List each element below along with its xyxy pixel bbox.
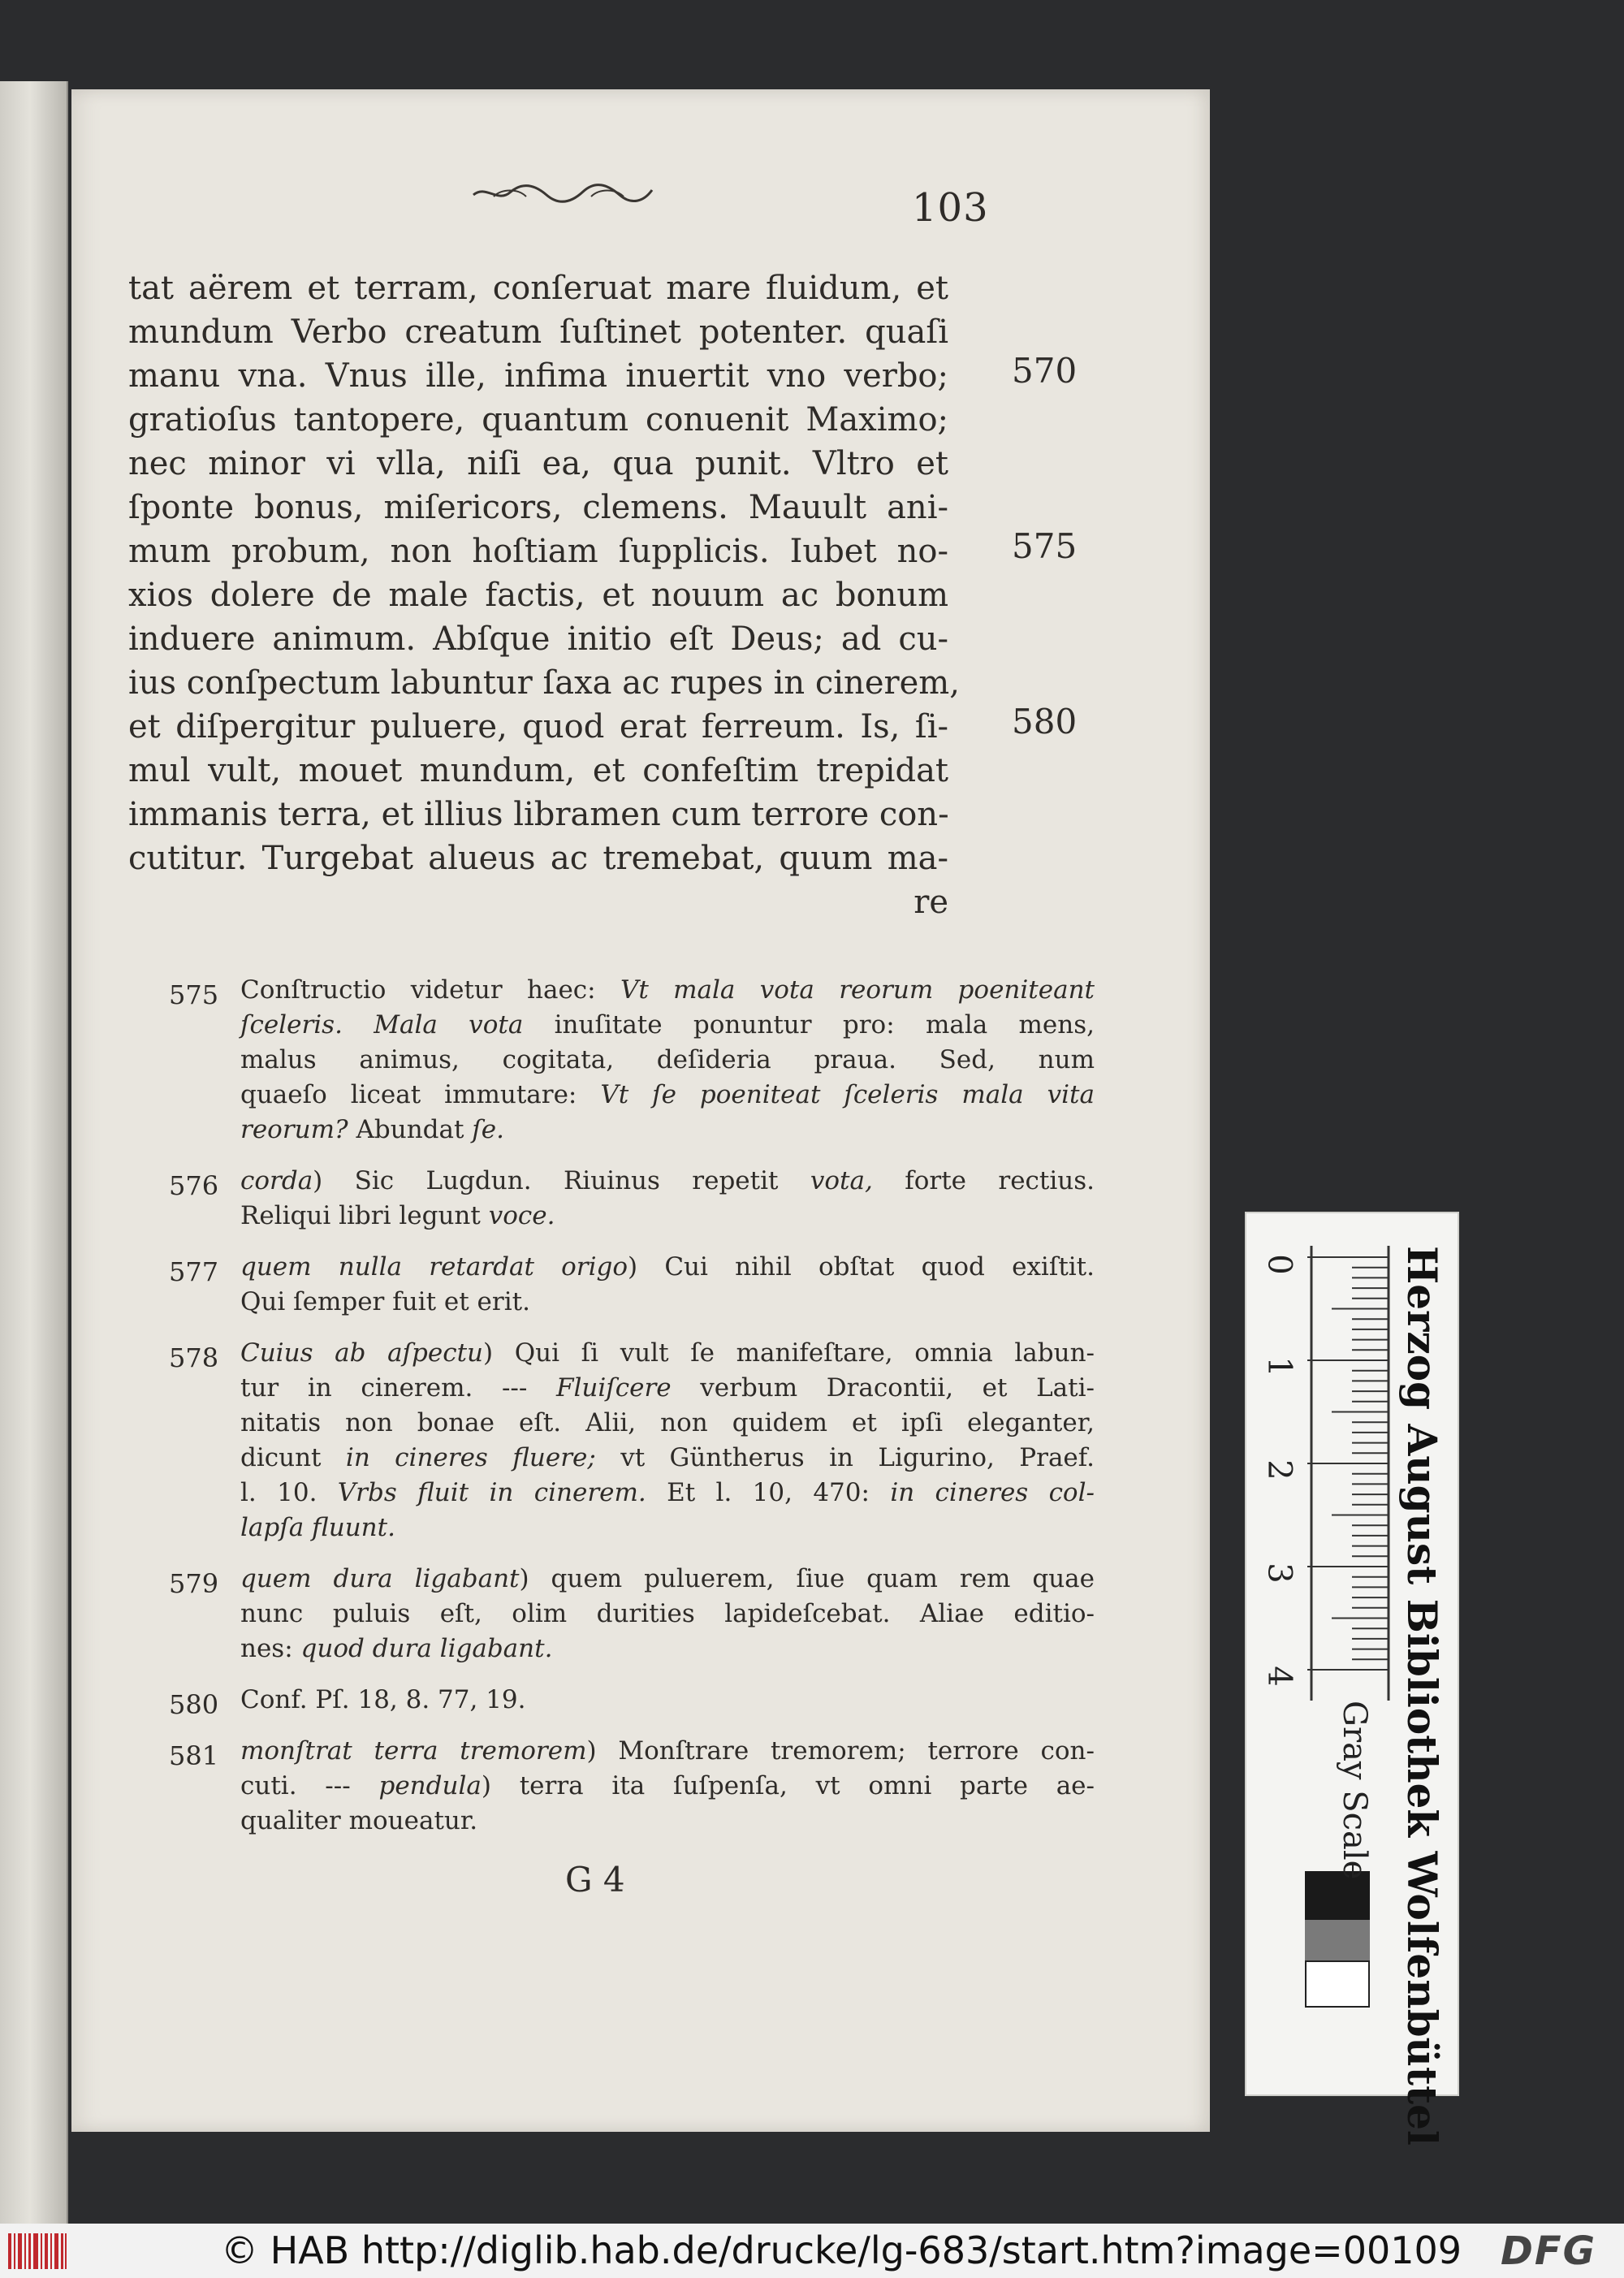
footnote	[169, 1250, 1095, 1320]
footnote-text: tur in cinerem. ---	[240, 1373, 556, 1403]
footnote-text: quem nulla retardat origo	[240, 1252, 628, 1282]
footnote-text: lapſa fluunt.	[240, 1513, 395, 1542]
footnote-text: ) Cui nihil obſtat quod exiſtit.	[628, 1252, 1095, 1282]
text-line: mum probum, non hoſtiam ſupplicis. Iubet no-	[128, 533, 948, 570]
text-line: mul vult, mouet mundum, et confeſtim trepidat	[128, 752, 948, 789]
footnote-text: ) terra ita ſuſpenſa, vt omni parte ae-	[481, 1771, 1095, 1800]
footnote	[169, 1336, 1095, 1545]
ruler-number: 1	[1260, 1356, 1298, 1377]
footnote-text: nunc puluis eſt, olim durities lapideſcebat. Aliae editio-	[240, 1599, 1095, 1628]
footnote-text: ſceleris. Mala vota	[240, 1010, 524, 1040]
dfg-logo: DFG	[1501, 2228, 1597, 2274]
footnote-number: 580	[169, 1689, 219, 1720]
footnote	[169, 1734, 1095, 1839]
footnote-text: Vt ſe poeniteat ſceleris mala vita	[600, 1080, 1095, 1109]
gray-patch-gray	[1305, 1920, 1370, 1960]
footnote-text: quod dura ligabant.	[300, 1634, 553, 1663]
footnote	[169, 1562, 1095, 1666]
footnote-line	[240, 1008, 1095, 1043]
gray-scale-label: Gray Scale	[1336, 1701, 1373, 1880]
color-scale-card	[1245, 1212, 1459, 2146]
footnote-text: ) Qui ſi vult ſe manifeſtare, omnia labun-	[483, 1338, 1095, 1368]
text-line: et diſpergitur puluere, quod erat ferreum. Is, ſi-	[128, 708, 948, 746]
footnote-text: ) Sic Lugdun. Riuinus repetit	[313, 1166, 810, 1195]
text-line: nec minor vi vlla, niſi ea, qua punit. Vltro et	[128, 445, 948, 482]
text-line: re	[914, 884, 948, 921]
footnote-text: forte rectius.	[872, 1166, 1095, 1195]
text-line: gratioſus tantopere, quantum conuenit Maximo;	[128, 401, 948, 439]
footnote-text: Et l. 10, 470:	[646, 1478, 891, 1507]
page-number: 103	[912, 185, 989, 231]
footnote-line	[240, 973, 1095, 1008]
footnote-line	[240, 1441, 1095, 1476]
ruler-number: 0	[1260, 1254, 1298, 1275]
footnote-line	[240, 1164, 1095, 1199]
footnote-number: 577	[169, 1256, 219, 1287]
footnote-line	[240, 1043, 1095, 1078]
footnote-text: corda	[240, 1166, 313, 1195]
verse-number: 575	[1012, 526, 1078, 566]
main-text	[128, 266, 960, 924]
footnote-text: quaeſo liceat immutare:	[240, 1080, 601, 1109]
text-line: immanis terra, et illius libramen cum terrore con-	[128, 796, 949, 833]
footnote-text: quem dura ligabant	[240, 1564, 520, 1593]
footnote-line	[240, 1250, 1095, 1285]
footnote-number: 579	[169, 1568, 219, 1599]
footnote-number: 575	[169, 979, 219, 1010]
footnote-line	[240, 1769, 1095, 1804]
footnote-text: Vt mala vota reorum poeniteant	[620, 975, 1095, 1005]
footnote-line	[240, 1511, 1095, 1545]
footnote-text: Qui ſemper fuit et erit.	[240, 1287, 530, 1316]
footnote-text: voce.	[488, 1201, 555, 1230]
footnote-line	[240, 1371, 1095, 1406]
text-line: ſponte bonus, miſericors, clemens. Mauult ani-	[128, 489, 948, 526]
footnote-number: 576	[169, 1170, 219, 1201]
footnote-text: in cineres col-	[890, 1478, 1095, 1507]
footnote-line	[240, 1285, 1095, 1320]
gray-patch-white	[1305, 1960, 1370, 2008]
footnote-text: nes:	[240, 1634, 301, 1663]
text-line: cutitur. Turgebat alueus ac tremebat, quum ma-	[128, 840, 948, 877]
footnote-text: verbum Dracontii, et Lati-	[671, 1373, 1095, 1403]
signature-mark: G 4	[565, 1860, 625, 1900]
footnote-text: malus animus, cogitata, deſideria praua. Sed, num	[240, 1045, 1095, 1074]
footnote-line	[240, 1683, 1095, 1718]
text-line: ius conſpectum labuntur ſaxa ac rupes in cinerem,	[128, 664, 960, 702]
footnote-text: pendula	[378, 1771, 482, 1800]
text-line: induere animum. Abſque initio eſt Deus; ad cu-	[128, 620, 948, 658]
footnote-text: Vrbs fluit in cinerem.	[337, 1478, 646, 1507]
footnote-text: Abundat	[348, 1115, 473, 1144]
text-line: xios dolere de male factis, et nouum ac bonum	[128, 577, 948, 614]
footnote	[169, 973, 1095, 1148]
footnote-line	[240, 1336, 1095, 1371]
footnote-text: vt Güntherus in Ligurino, Praef.	[595, 1443, 1095, 1472]
footnote-line	[240, 1804, 1095, 1839]
verse-number: 580	[1012, 702, 1078, 741]
ruler-number: 4	[1260, 1666, 1298, 1687]
footnotes	[169, 973, 1095, 1855]
barcode-icon	[8, 2233, 67, 2269]
footnote-line	[240, 1597, 1095, 1632]
footer-bar	[0, 2224, 1624, 2278]
footnote-line	[240, 1406, 1095, 1441]
footnote-text: dicunt	[240, 1443, 346, 1472]
ruler-number: 2	[1260, 1459, 1298, 1480]
text-line: manu vna. Vnus ille, infima inuertit vno verbo;	[128, 357, 948, 395]
footnote-line	[240, 1078, 1095, 1113]
footnote-number: 581	[169, 1740, 219, 1771]
footnote	[169, 1164, 1095, 1234]
footnote-text: cuti. ---	[240, 1771, 379, 1800]
footnote-text: Cuius ab aſpectu	[240, 1338, 484, 1368]
footnote-text: in cineres fluere;	[345, 1443, 596, 1472]
footnote-text: nitatis non bonae eſt. Alii, non quidem et ipſi eleganter,	[240, 1408, 1095, 1437]
footnote-line	[240, 1632, 1095, 1666]
footnote-text: monſtrat terra tremorem	[240, 1736, 587, 1766]
institution-name: Herzog August Bibliothek Wolfenbüttel	[1398, 1246, 1446, 2146]
footnote-text: Conf. Pſ. 18, 8. 77, 19.	[240, 1685, 526, 1714]
footnote-text: qualiter moueatur.	[240, 1806, 478, 1835]
book-page	[71, 89, 1210, 2132]
footnote-text: reorum?	[240, 1115, 348, 1144]
adjacent-page-edge	[0, 81, 68, 2225]
header-ornament-icon	[469, 180, 656, 205]
footnote-text: Fluiſcere	[556, 1373, 672, 1403]
text-line: mundum Verbo creatum ſuſtinet potenter. quaſi	[128, 313, 948, 351]
footnote-text: inuſitate ponuntur pro: mala mens,	[523, 1010, 1095, 1040]
copyright-url: © HAB http://diglib.hab.de/drucke/lg-683/start.htm?image=00109	[221, 2228, 1462, 2272]
footnote-text: ſe.	[472, 1115, 504, 1144]
verse-number: 570	[1012, 351, 1078, 391]
footnote-number: 578	[169, 1342, 219, 1373]
footnote-text: Reliqui libri legunt	[240, 1201, 489, 1230]
footnote-line	[240, 1113, 1095, 1148]
ruler-number: 3	[1260, 1563, 1298, 1584]
footnote-line	[240, 1734, 1095, 1769]
footnote-line	[240, 1562, 1095, 1597]
footnote-text: ) Monſtrare tremorem; terrore con-	[586, 1736, 1095, 1766]
footnote	[169, 1683, 1095, 1718]
footnote-text: l. 10.	[240, 1478, 338, 1507]
footnote-text: vota,	[810, 1166, 873, 1195]
text-line: tat aërem et terram, conſeruat mare fluidum, et	[128, 270, 948, 307]
footnote-text: ) quem puluerem, ſiue quam rem quae	[519, 1564, 1095, 1593]
footnote-text: Conſtructio videtur haec:	[240, 975, 620, 1005]
footnote-line	[240, 1199, 1095, 1234]
footnote-line	[240, 1476, 1095, 1511]
